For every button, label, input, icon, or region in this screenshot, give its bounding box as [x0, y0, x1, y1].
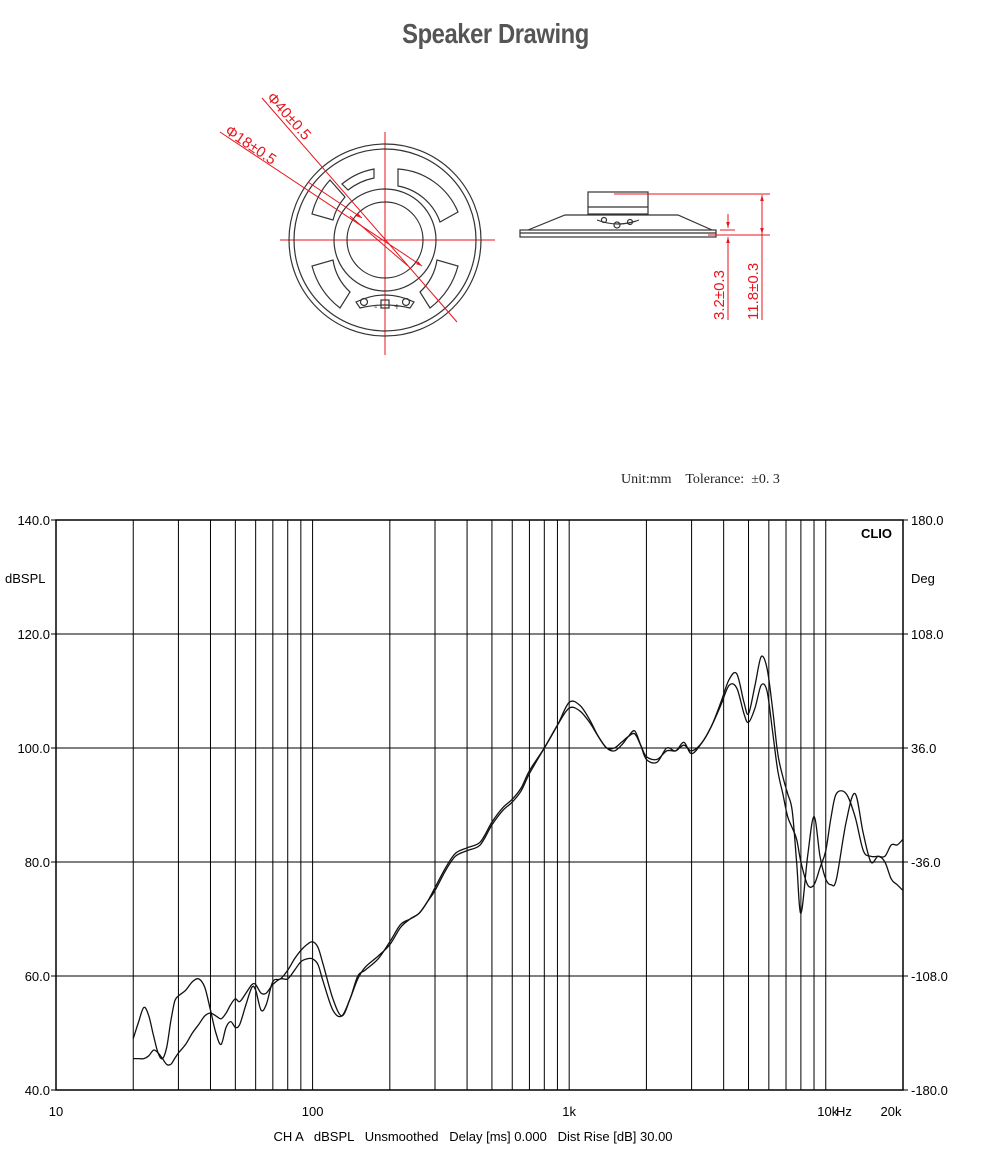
x-tick-label: 20k [880, 1104, 902, 1119]
x-tick-label: 10 [48, 1104, 64, 1119]
tolerance-value: ±0. 3 [751, 472, 780, 487]
unit-label: Unit:mm [621, 472, 672, 487]
y2-axis-label: Deg [911, 571, 935, 586]
response-curve-1 [133, 656, 903, 1059]
front-view [220, 89, 495, 355]
flange-height-label: 3.2±0.3 [711, 270, 728, 320]
chart-footer: CH A dBSPL Unsmoothed Delay [ms] 0.000 Dist Rise [dB] 30.00 [273, 1129, 673, 1144]
clio-label: CLIO [860, 526, 892, 541]
outer-diameter-label: Φ40±0.5 [263, 89, 315, 144]
terminal-plus-label: + [394, 302, 400, 313]
y-tick-label: 80.0 [24, 855, 50, 870]
y-tick-label: 120.0 [17, 627, 50, 642]
y-tick-label: 140.0 [17, 513, 50, 528]
y-tick-labels [17, 513, 50, 1098]
x-tick-label: 100 [301, 1104, 324, 1119]
y2-tick-label: -180.0 [911, 1083, 948, 1098]
side-view [520, 192, 770, 320]
y-tick-label: 40.0 [24, 1083, 50, 1098]
y2-tick-label: -108.0 [911, 969, 948, 984]
page-title: Speaker Drawing [402, 18, 589, 49]
x-tick-labels [49, 1104, 902, 1119]
unit-note [621, 472, 780, 488]
speaker-drawing [0, 70, 991, 370]
y2-tick-label: -36.0 [911, 855, 941, 870]
y-axis-label: dBSPL [5, 571, 46, 586]
tolerance-label: Tolerance: [685, 472, 745, 487]
frequency-response-chart [0, 505, 991, 1149]
total-height-label: 11.8±0.3 [745, 262, 762, 320]
y2-tick-label: 180.0 [911, 513, 944, 528]
inner-diameter-label: Φ18±0.5 [221, 122, 280, 169]
x-tick-label: 1k [562, 1104, 577, 1119]
x-unit-label: Hz [836, 1104, 852, 1119]
y-tick-label: 100.0 [17, 741, 50, 756]
x-tick-label: 10k [817, 1104, 839, 1119]
y2-tick-label: 108.0 [911, 627, 944, 642]
y2-tick-label: 36.0 [911, 741, 937, 756]
y-tick-label: 60.0 [24, 969, 50, 984]
response-curve-2 [133, 684, 903, 1065]
terminal-minus-label: - [374, 302, 378, 313]
y2-tick-labels [911, 513, 948, 1098]
plot-frame [56, 520, 903, 1090]
y-grid [51, 520, 908, 1090]
x-grid [133, 520, 903, 1090]
series-layer [133, 656, 903, 1065]
